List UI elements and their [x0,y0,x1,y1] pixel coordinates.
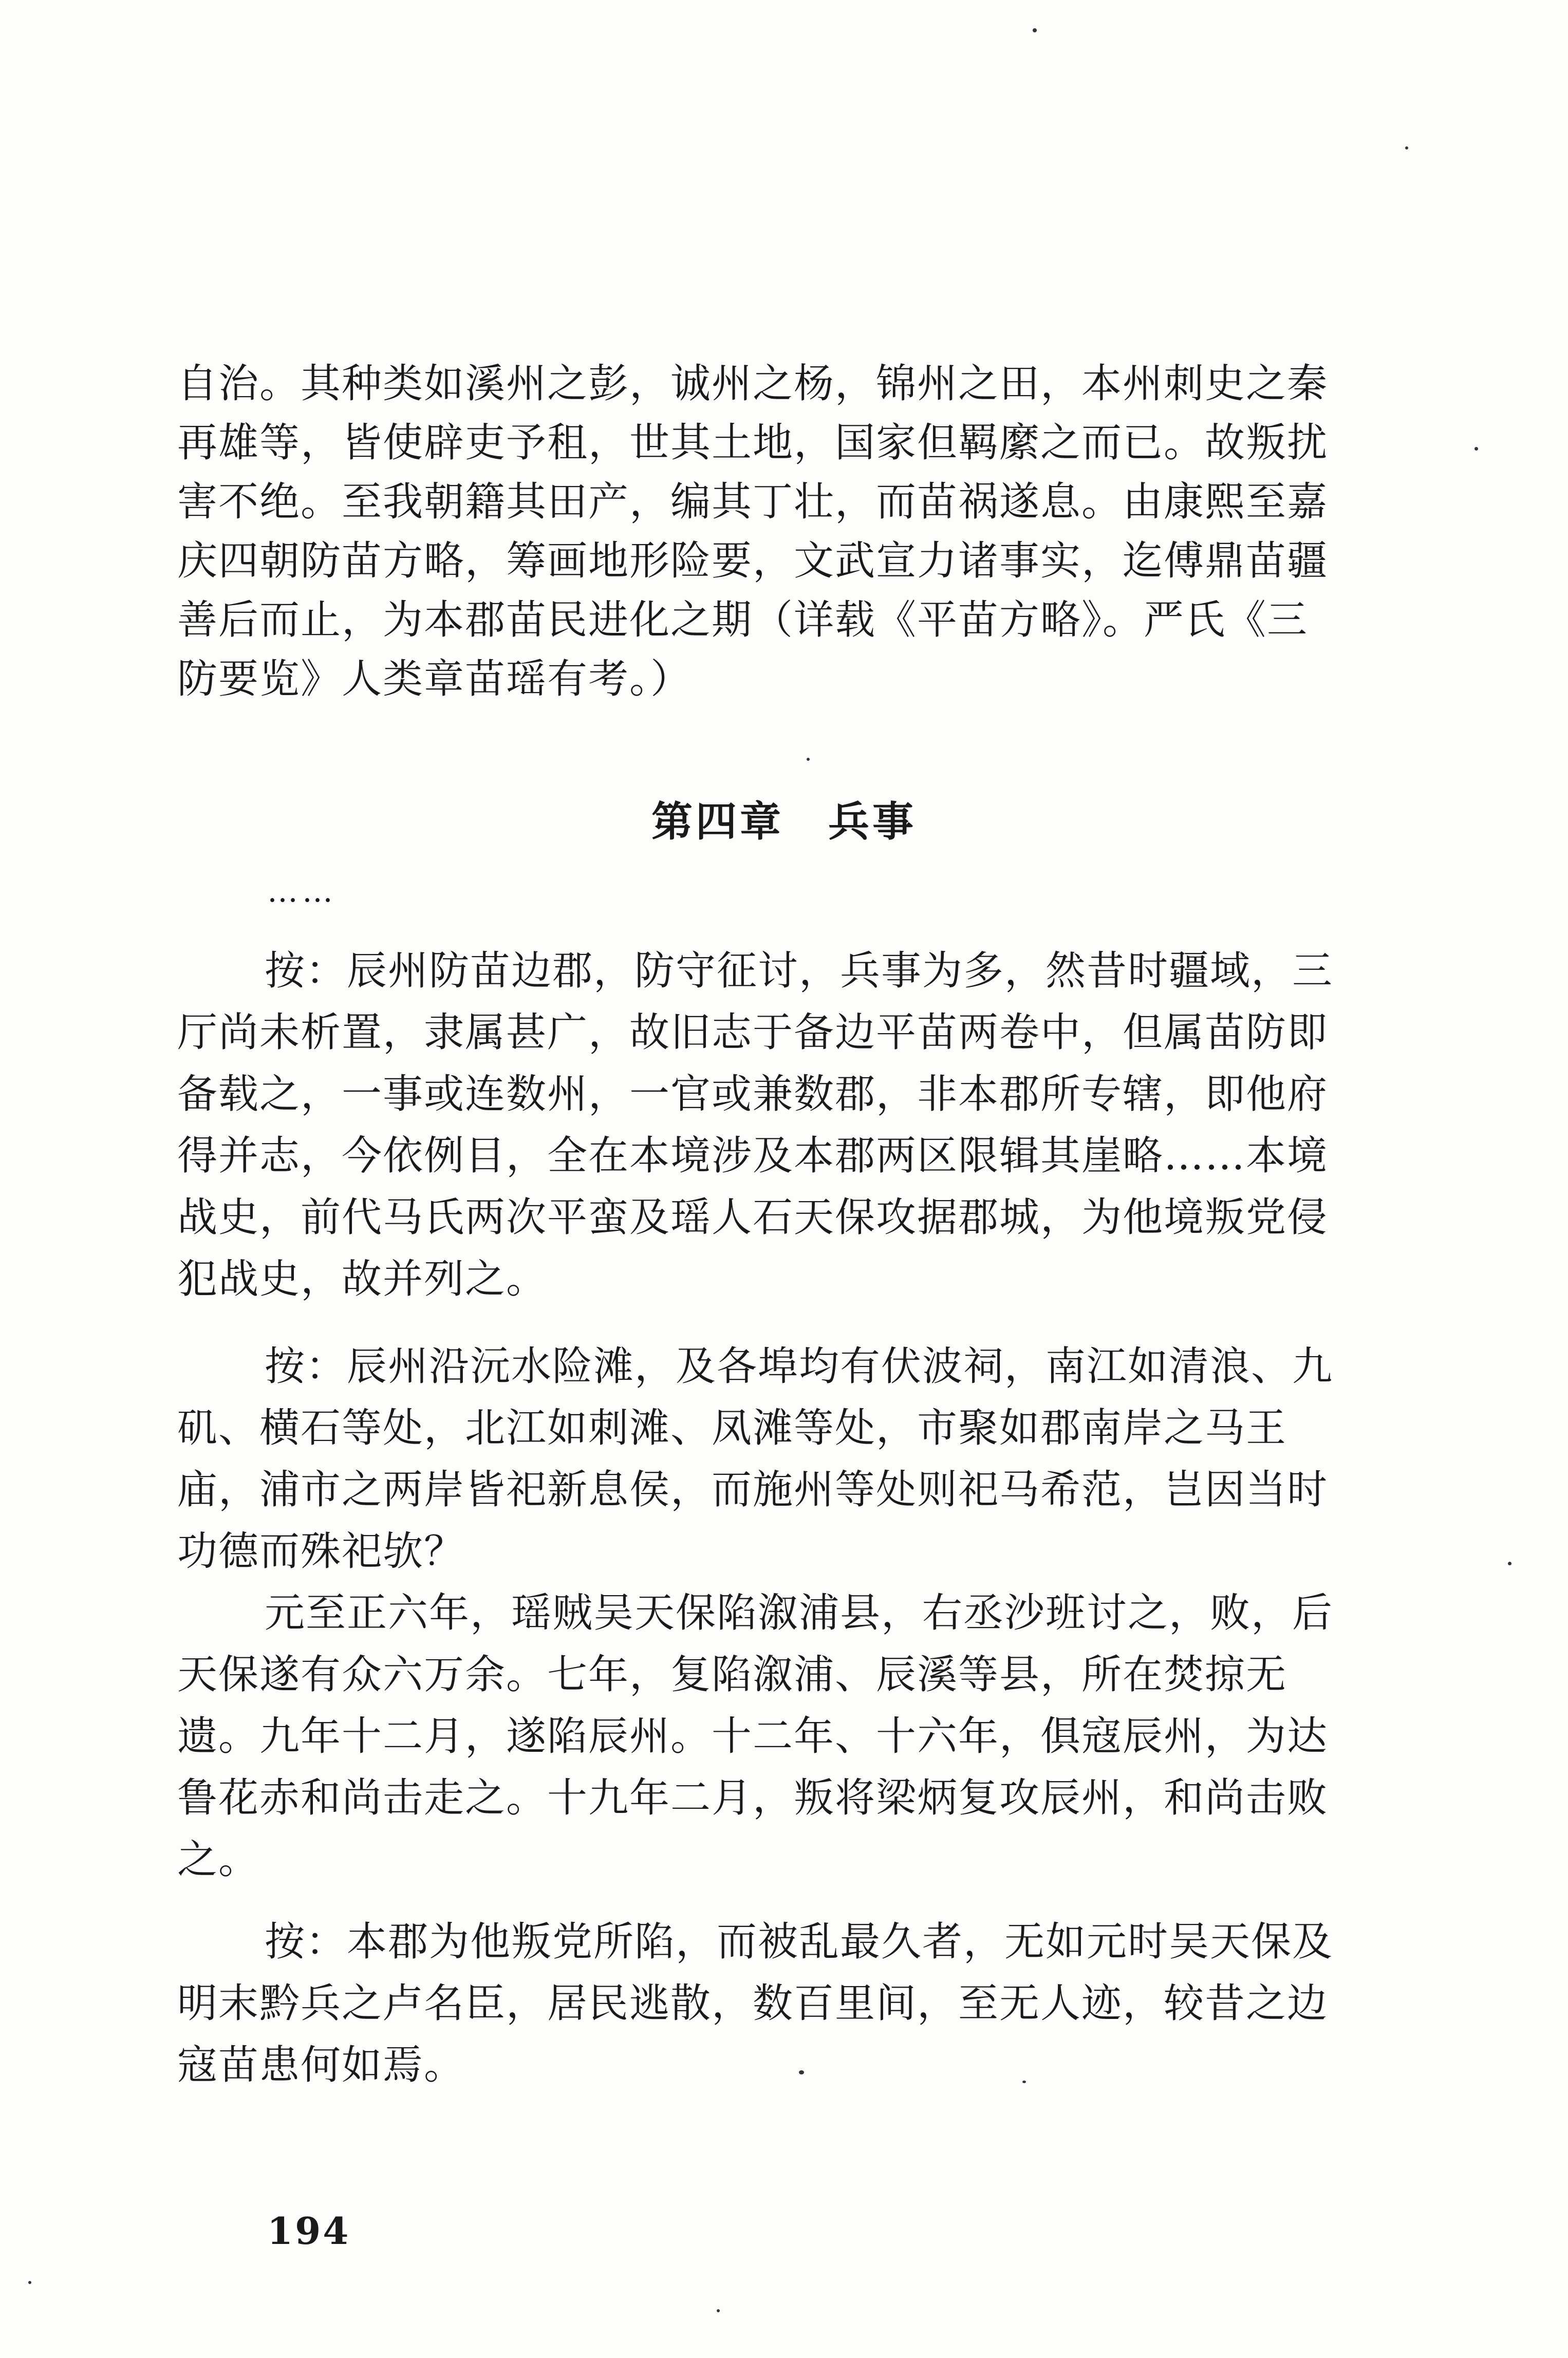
text-line: 防要览》人类章苗瑶有考。） [177,656,692,702]
chapter-heading: 第四章 兵事 [651,797,917,846]
text-line: 备载之，一事或连数州，一官或兼数郡，非本郡所专辖，即他府 [177,1071,1329,1117]
text-line: 矶、横石等处，北江如刺滩、凤滩等处，市聚如郡南岸之马王 [177,1405,1287,1451]
text-line: 天保遂有众六万余。七年，复陷溆浦、辰溪等县，所在焚掠无 [177,1652,1287,1698]
paragraph-yuan-history [177,1582,1400,1891]
scan-speck [799,2070,804,2074]
text-line: 遗。九年十二月，遂陷辰州。十二年、十六年，俱寇辰州，为达 [177,1713,1329,1760]
text-line: 按：本郡为他叛党所陷，而被乱最久者，无如元时吴天保及 [265,1919,1334,1965]
text-line: 善后而止，为本郡苗民进化之期（详载《平苗方略》。严氏《三 [177,597,1309,643]
scan-speck [1405,146,1408,149]
page-number: 194 [267,2209,351,2253]
scan-speck [717,2309,720,2312]
paragraph-continuation [177,354,1400,709]
text-line: 鲁花赤和尚击走之。十九年二月，叛将梁炳复攻辰州，和尚击败 [177,1775,1329,1821]
scan-speck [1033,28,1037,32]
text-line: 自治。其种类如溪州之彭，诚州之杨，锦州之田，本州刺史之秦 [177,361,1329,407]
scan-speck [1508,1562,1511,1565]
text-line: 寇苗患何如焉。 [177,2042,465,2088]
text-line: 之。 [177,1837,260,1883]
paragraph-note-rebels [177,1911,1400,2096]
text-line: 元至正六年，瑶贼吴天保陷溆浦县，右丞沙班讨之，败，后 [265,1590,1334,1636]
omission-ellipsis: …… [267,873,337,909]
text-line: 犯战史，故并列之。 [177,1256,548,1302]
text-line: 功德而殊祀欤？ [177,1528,465,1575]
text-line: 得并志，今依例目，全在本境涉及本郡两区限辑其崖略……本境 [177,1133,1329,1179]
text-line: 再雄等，皆使辟吏予租，世其土地，国家但羁縻之而已。故叛扰 [177,420,1329,466]
scan-speck [1474,447,1478,451]
text-line: 明末黔兵之卢名臣，居民逃散，数百里间，至无人迹，较昔之边 [177,1980,1329,2027]
text-line: 厅尚未析置，隶属甚广，故旧志于备边平苗两卷中，但属苗防即 [177,1009,1329,1056]
text-line: 害不绝。至我朝籍其田产，编其丁壮，而苗祸遂息。由康熙至嘉 [177,479,1329,525]
text-line: 按：辰州防苗边郡，防守征讨，兵事为多，然昔时疆域，三 [265,948,1334,994]
text-line: 庙，浦市之两岸皆祀新息侯，而施州等处则祀马希范，岂因当时 [177,1467,1329,1513]
scan-speck [28,2281,31,2284]
text-line: 按：辰州沿沅水险滩，及各埠均有伏波祠，南江如清浪、九 [265,1343,1334,1390]
scan-speck [807,758,810,761]
text-line: 庆四朝防苗方略，筹画地形险要，文武宣力诸事实，迄傅鼎苗疆 [177,538,1329,584]
scan-speck [1022,2081,1026,2083]
paragraph-note-military [177,940,1400,1310]
text-line: 战史，前代马氏两次平蛮及瑶人石天保攻据郡城，为他境叛党侵 [177,1194,1329,1241]
paragraph-note-shrines [177,1336,1400,1582]
